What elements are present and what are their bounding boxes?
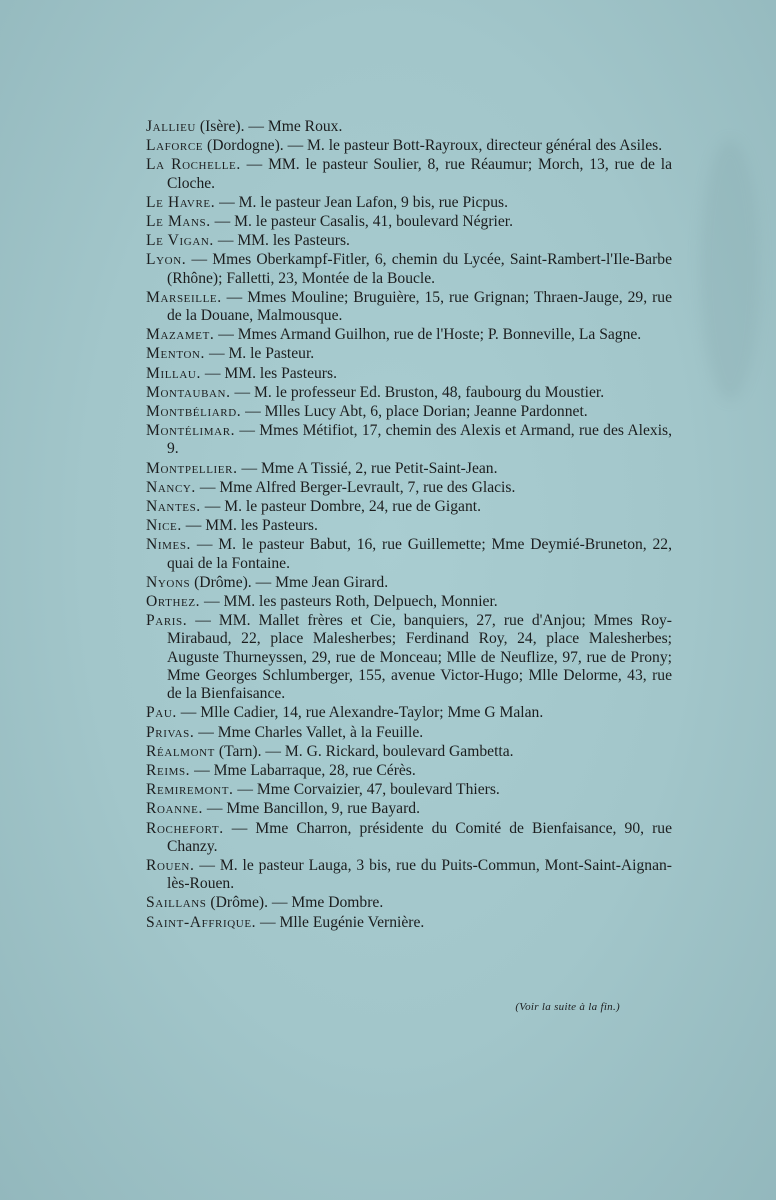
list-item bbox=[146, 156, 672, 192]
list-item bbox=[146, 498, 672, 516]
place-name: Millau. bbox=[146, 364, 201, 382]
list-item bbox=[146, 422, 672, 458]
entry-text: — Mme A Tissié, 2, rue Petit-Saint-Jean. bbox=[237, 459, 498, 477]
place-name: Lyon. bbox=[146, 251, 187, 269]
place-name: Montbéliard. bbox=[146, 403, 242, 421]
entry-text: — Mme Labarraque, 28, rue Cérès. bbox=[190, 761, 416, 779]
entry-text: — Mme Bancillon, 9, rue Bayard. bbox=[203, 800, 420, 818]
entry-text: — Mme Alfred Berger-Levrault, 7, rue des Glacis. bbox=[195, 478, 516, 496]
entry-text: — M. le pasteur Jean Lafon, 9 bis, rue Picpus. bbox=[215, 193, 508, 211]
continuation-note: (Voir la suite à la fin.) bbox=[515, 1001, 620, 1013]
place-name: Roanne. bbox=[146, 800, 203, 818]
list-item bbox=[146, 762, 672, 780]
entry-text: — Mmes Oberkampf-Fitler, 6, chemin du Lycée, Saint-Rambert-l'Ile-Barbe (Rhône); Falletti, 23, Montée de la Boucle. bbox=[167, 251, 672, 287]
list-item bbox=[146, 118, 672, 136]
list-item bbox=[146, 517, 672, 535]
place-name: Le Vigan. bbox=[146, 232, 214, 250]
entry-text: — MM. les Pasteurs. bbox=[200, 364, 337, 382]
entry-text: — MM. Mallet frères et Cie, banquiers, 27, rue d'Anjou; Mmes Roy-Mirabaud, 22, place Malesherbes; Ferdinand Roy, 24, place Malesherbes; Auguste Thurneyssen, 29, rue de Monceau; Mlle de Neuflize, 97, rue de Prony; Mme Georges Schlumberger, 155, avenue Victor-Hugo; Mlle Delorme, 43, rue de la Bienfaisance. bbox=[167, 612, 672, 703]
list-item bbox=[146, 194, 672, 212]
place-name: Montpellier. bbox=[146, 459, 238, 477]
place-name: Réalmont bbox=[146, 742, 215, 760]
place-name: Reims. bbox=[146, 761, 191, 779]
entry-text: — Mme Charron, présidente du Comité de Bienfaisance, 90, rue Chanzy. bbox=[167, 819, 672, 855]
place-name: Saint-Affrique. bbox=[146, 913, 257, 931]
entry-text: — M. le pasteur Lauga, 3 bis, rue du Puits-Commun, Mont-Saint-Aignan-lès-Rouen. bbox=[167, 856, 672, 893]
list-item bbox=[146, 724, 672, 742]
place-name: Mazamet. bbox=[146, 326, 215, 344]
entry-text: — MM. les pasteurs Roth, Delpuech, Monnier. bbox=[200, 593, 498, 611]
place-name: Le Havre. bbox=[146, 193, 216, 211]
list-item bbox=[146, 326, 672, 344]
entry-text: — Mlle Eugénie Vernière. bbox=[256, 913, 425, 931]
list-item bbox=[146, 345, 672, 363]
place-name: Laforce bbox=[146, 137, 204, 155]
list-item bbox=[146, 403, 672, 421]
entry-text: — Mmes Armand Guilhon, rue de l'Hoste; P. Bonneville, La Sagne. bbox=[214, 326, 642, 344]
entry-text: — Mmes Métifiot, 17, chemin des Alexis et Armand, rue des Alexis, 9. bbox=[167, 422, 672, 458]
place-name: Montauban. bbox=[146, 383, 231, 401]
list-item bbox=[146, 574, 672, 592]
entry-text: (Drôme). — Mme Jean Girard. bbox=[190, 573, 389, 591]
place-name: Remiremont. bbox=[146, 781, 234, 799]
entry-text: — Mme Corvaizier, 47, boulevard Thiers. bbox=[233, 781, 500, 799]
entry-text: (Drôme). — Mme Dombre. bbox=[206, 894, 384, 912]
list-item bbox=[146, 593, 672, 611]
entry-text: — Mlle Cadier, 14, rue Alexandre-Taylor; Mme G Malan. bbox=[176, 704, 544, 722]
place-name: Marseille. bbox=[146, 288, 222, 306]
list-item bbox=[146, 365, 672, 383]
entry-text: — MM. les Pasteurs. bbox=[181, 517, 318, 535]
entry-text: — M. le pasteur Dombre, 24, rue de Gigant. bbox=[200, 498, 481, 516]
place-name: Le Mans. bbox=[146, 213, 211, 231]
list-item bbox=[146, 743, 672, 761]
list-item bbox=[146, 232, 672, 250]
list-item bbox=[146, 781, 672, 799]
place-name: Pau. bbox=[146, 704, 177, 722]
place-name: Nyons bbox=[146, 573, 191, 591]
place-name: Nimes. bbox=[146, 536, 192, 554]
list-item bbox=[146, 137, 672, 155]
paper-stain bbox=[700, 140, 760, 400]
list-item bbox=[146, 612, 672, 703]
list-item bbox=[146, 213, 672, 231]
entry-text: — M. le professeur Ed. Bruston, 48, faubourg du Moustier. bbox=[230, 383, 605, 401]
place-name: Jallieu bbox=[146, 118, 196, 135]
place-name: Rochefort. bbox=[146, 819, 224, 837]
list-item bbox=[146, 914, 672, 932]
list-item bbox=[146, 536, 672, 572]
list-item bbox=[146, 820, 672, 856]
list-item bbox=[146, 857, 672, 893]
entry-text: (Tarn). — M. G. Rickard, boulevard Gambetta. bbox=[214, 742, 514, 760]
entry-text: — Mlles Lucy Abt, 6, place Dorian; Jeanne Pardonnet. bbox=[241, 403, 588, 421]
list-item bbox=[146, 479, 672, 497]
list-item bbox=[146, 894, 672, 912]
entry-text: — MM. les Pasteurs. bbox=[213, 232, 350, 250]
list-item bbox=[146, 251, 672, 287]
list-item bbox=[146, 460, 672, 478]
entry-text: (Isère). — Mme Roux. bbox=[195, 118, 343, 135]
entry-text: (Dordogne). — M. le pasteur Bott-Rayroux, directeur général des Asiles. bbox=[203, 137, 663, 155]
entry-text: — Mme Charles Vallet, à la Feuille. bbox=[194, 723, 424, 741]
place-name: La Rochelle. bbox=[146, 156, 241, 174]
place-name: Orthez. bbox=[146, 593, 201, 611]
place-name: Privas. bbox=[146, 723, 195, 741]
entry-text: — M. le pasteur Babut, 16, rue Guillemette; Mme Deymié-Bruneton, 22, quai de la Fontaine. bbox=[167, 536, 672, 572]
address-list bbox=[146, 118, 672, 933]
list-item bbox=[146, 384, 672, 402]
entry-text: — MM. le pasteur Soulier, 8, rue Réaumur; Morch, 13, rue de la Cloche. bbox=[167, 156, 673, 192]
list-item bbox=[146, 704, 672, 722]
entry-text: — M. le Pasteur. bbox=[205, 345, 315, 363]
place-name: Nancy. bbox=[146, 478, 196, 496]
place-name: Paris. bbox=[146, 612, 188, 630]
place-name: Rouen. bbox=[146, 856, 195, 874]
place-name: Nantes. bbox=[146, 498, 201, 516]
list-item bbox=[146, 289, 672, 325]
place-name: Nice. bbox=[146, 517, 182, 535]
entry-text: — Mmes Mouline; Bruguière, 15, rue Grignan; Thraen-Jauge, 29, rue de la Douane, Malmousque. bbox=[167, 288, 672, 325]
list-item bbox=[146, 800, 672, 818]
place-name: Menton. bbox=[146, 345, 206, 363]
place-name: Montélimar. bbox=[146, 422, 236, 440]
entry-text: — M. le pasteur Casalis, 41, boulevard Négrier. bbox=[210, 213, 513, 231]
place-name: Saillans bbox=[146, 894, 207, 912]
